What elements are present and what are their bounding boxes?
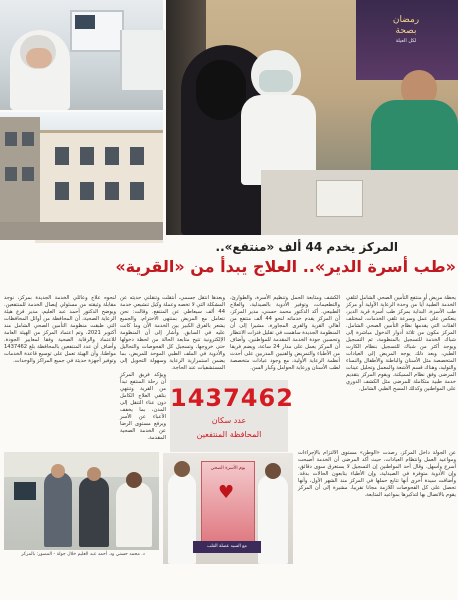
headline-kicker: المركز يخدم 44 ألف «منتفع».. xyxy=(215,240,398,254)
banner-text-3: لكل العيلة xyxy=(395,38,417,44)
photo-reception-staff xyxy=(4,452,159,550)
photo-building xyxy=(0,112,163,240)
bottom-left-text: ويؤكد فريق المركز أن رحلة المنتفع تبدأ من القرية وتنتهي بتلقي العلاج الكامل دون عناء التنقل إلى المدن، بما يخفف الأعباء عن الأسر ويرفع مستوى الرضا عن الخدمة الصحية المقدمة. xyxy=(120,372,166,441)
column-2-text: الكشف ومتابعة الحمل وتنظيم الأسرة، والطوارئ، والتطعيمات، وتوفير الأدوية بالصيدلية، والعلاج الطبيعي. أكد الدكتور محمد حسني، مدير المركز، أن المركز يقدم خدماته لنحو 44 ألف منتفع من أهالي القرية والقرى المجاورة، مشيرا إلى أن المنظومة الجديدة ساهمت في تقليل فترات الانتظار وتحسين جودة الخدمة المقدمة للمواطنين. وأضاف أن المركز يعمل على مدار 24 ساعة، ويضم فريقا من الأطباء والتمريض والفنيين المدربين على أحدث أنظمة الرعاية الأولية، مع وجود عيادات متخصصة لطب الأسنان ورعاية الحوامل وكبار السن. xyxy=(230,295,340,371)
stats-line-2: المحافظة المنتفعين xyxy=(196,430,262,439)
article-column-4 xyxy=(4,295,116,445)
photo-doctors-poster xyxy=(163,453,293,564)
banner-text-1: رمضان xyxy=(392,15,420,25)
bottom-right-text: عن الجولة داخل المركز، رصدت «الوطن» مستوى الالتزام بالإجراءات ومواعيد العمل وانتظام العيادات، حيث أكد المرضى أن الخدمة أصبحت أسرع وأسهل. وقال أحد المواطنين إن التسجيل لا يستغرق سوى دقائق، وإن الأدوية متوفرة في الصيدلية، وإن الأطباء يتابعون الحالات بدقة. وأضافت سيدة أخرى أنها تتابع حملها في المركز منذ الشهر الأول، وأنها تحصل على كل الفحوصات اللازمة مجانا تقريبا، مشيرة إلى أن المركز يقوم بالاتصال بها لتذكيرها بمواعيد المتابعة. xyxy=(298,450,456,498)
photo-doctor-patient xyxy=(166,0,458,235)
sign-text: مع السيد عضلة القلب xyxy=(207,544,247,549)
health-poster xyxy=(201,461,255,543)
poster-text: يوم الأسرة الصحي xyxy=(210,466,246,471)
column-3-text: وبعدها انتقل جسمي، أنتقلت وتنقلني حديثه عن المشكلة التي لا تخصه وعملة وكيل تنشيعي خدمة 44 ألف سيعاطي عن المنتفع. وقالت: نحن نتعامل مع المريض بمنتهى الاحترام، والجميع يشعر بالفرق الكبير بين الخدمة الآن وما كانت عليه في السابق. وأشار إلى أن المنظومة الإلكترونية تتيح متابعة الحالة من لحظة دخولها حتى خروجها، وتسجيل كل الفحوصات والتحاليل والأدوية في الملف الطبي الموحد للمريض، بما يضمن استمرارية الرعاية وسهولة التحويل إلى المستشفيات عند الحاجة. xyxy=(120,295,225,371)
article-column-3 xyxy=(120,295,225,371)
photo-nurse-lab xyxy=(0,0,163,110)
stats-line-1: عدد سكان xyxy=(211,416,247,425)
article-column-bottom-right xyxy=(298,450,456,562)
article-bottom-left xyxy=(120,372,166,442)
column-4-text: لنحوه علاج وعائلي الخدمة الجديدة بمركز، نوجد مقابلة وثيقته من مسئولي إيصال الخدمة للمنتفعين. ويوضح الدكتور أحمد عبد العليم، مدير فرع هيئة الرعاية الصحية، أن المحافظة من أوائل المحافظات التي طبقت منظومة التأمين الصحي الشامل منذ أكتوبر 2021، وتم اعتماد المركز من الهيئة العامة للاعتماد والرقابة الصحية وفقا لمعايير الجودة. وأضاف أن عدد المنتفعين بالمحافظة بلغ 1437462 مواطنا، وأن الهيئة تعمل على توسيع قاعدة الخدمات وتوفير أجهزة حديثة في جميع المراكز والوحدات. xyxy=(4,295,116,364)
headline-title: «طب أسرة الدير».. العلاج يبدأ من «القرية» xyxy=(115,257,456,276)
sign-board xyxy=(193,541,261,553)
photo-caption: د. محمد حسني ود. أحمد عبد العليم خلال جولة - المصور: بالمركز xyxy=(21,552,145,557)
heart-icon: ♥ xyxy=(218,482,235,503)
stats-box xyxy=(170,380,294,452)
column-1-text: يحظة مريض أو منتفع التأمين الصحي الشامل لتلقي الخدمة الطبية أيا من وحدة الرعاية الأولية أو مركز طب الأسرة، البداية بمركز طب أسرة قرية الدير، ينعكس على عمل وسرعة تلقي الخدمات، لمختلف الفئات التي يقدمها نظام التأمين الصحي الشامل. المركز مكون من ثلاثة أدوار الدخول مباشرة إلى شباك الخدمة للتسجيل بالمنظومة، ثم التسجيل ويوجد أكثر من شباك للتسجيل بنظام الكارت الطبي، وبعد ذلك يوجه المريض إلى العيادات المتخصصة مثل الأسنان والباطنة والأطفال والنساء والتوليد، وهناك قسم الأشعة والمعمل وتحليل عينات المرضى وفق نظام المميكنة. ويقوم المركز بتقديم خدمة طبية متكاملة للمرضى مثل الكشف الدوري على المواطنين وكذلك المسح الطبي الشامل. xyxy=(346,295,456,392)
stats-number: 1437462 xyxy=(170,384,294,412)
banner-text-2: بصحة xyxy=(395,26,417,36)
